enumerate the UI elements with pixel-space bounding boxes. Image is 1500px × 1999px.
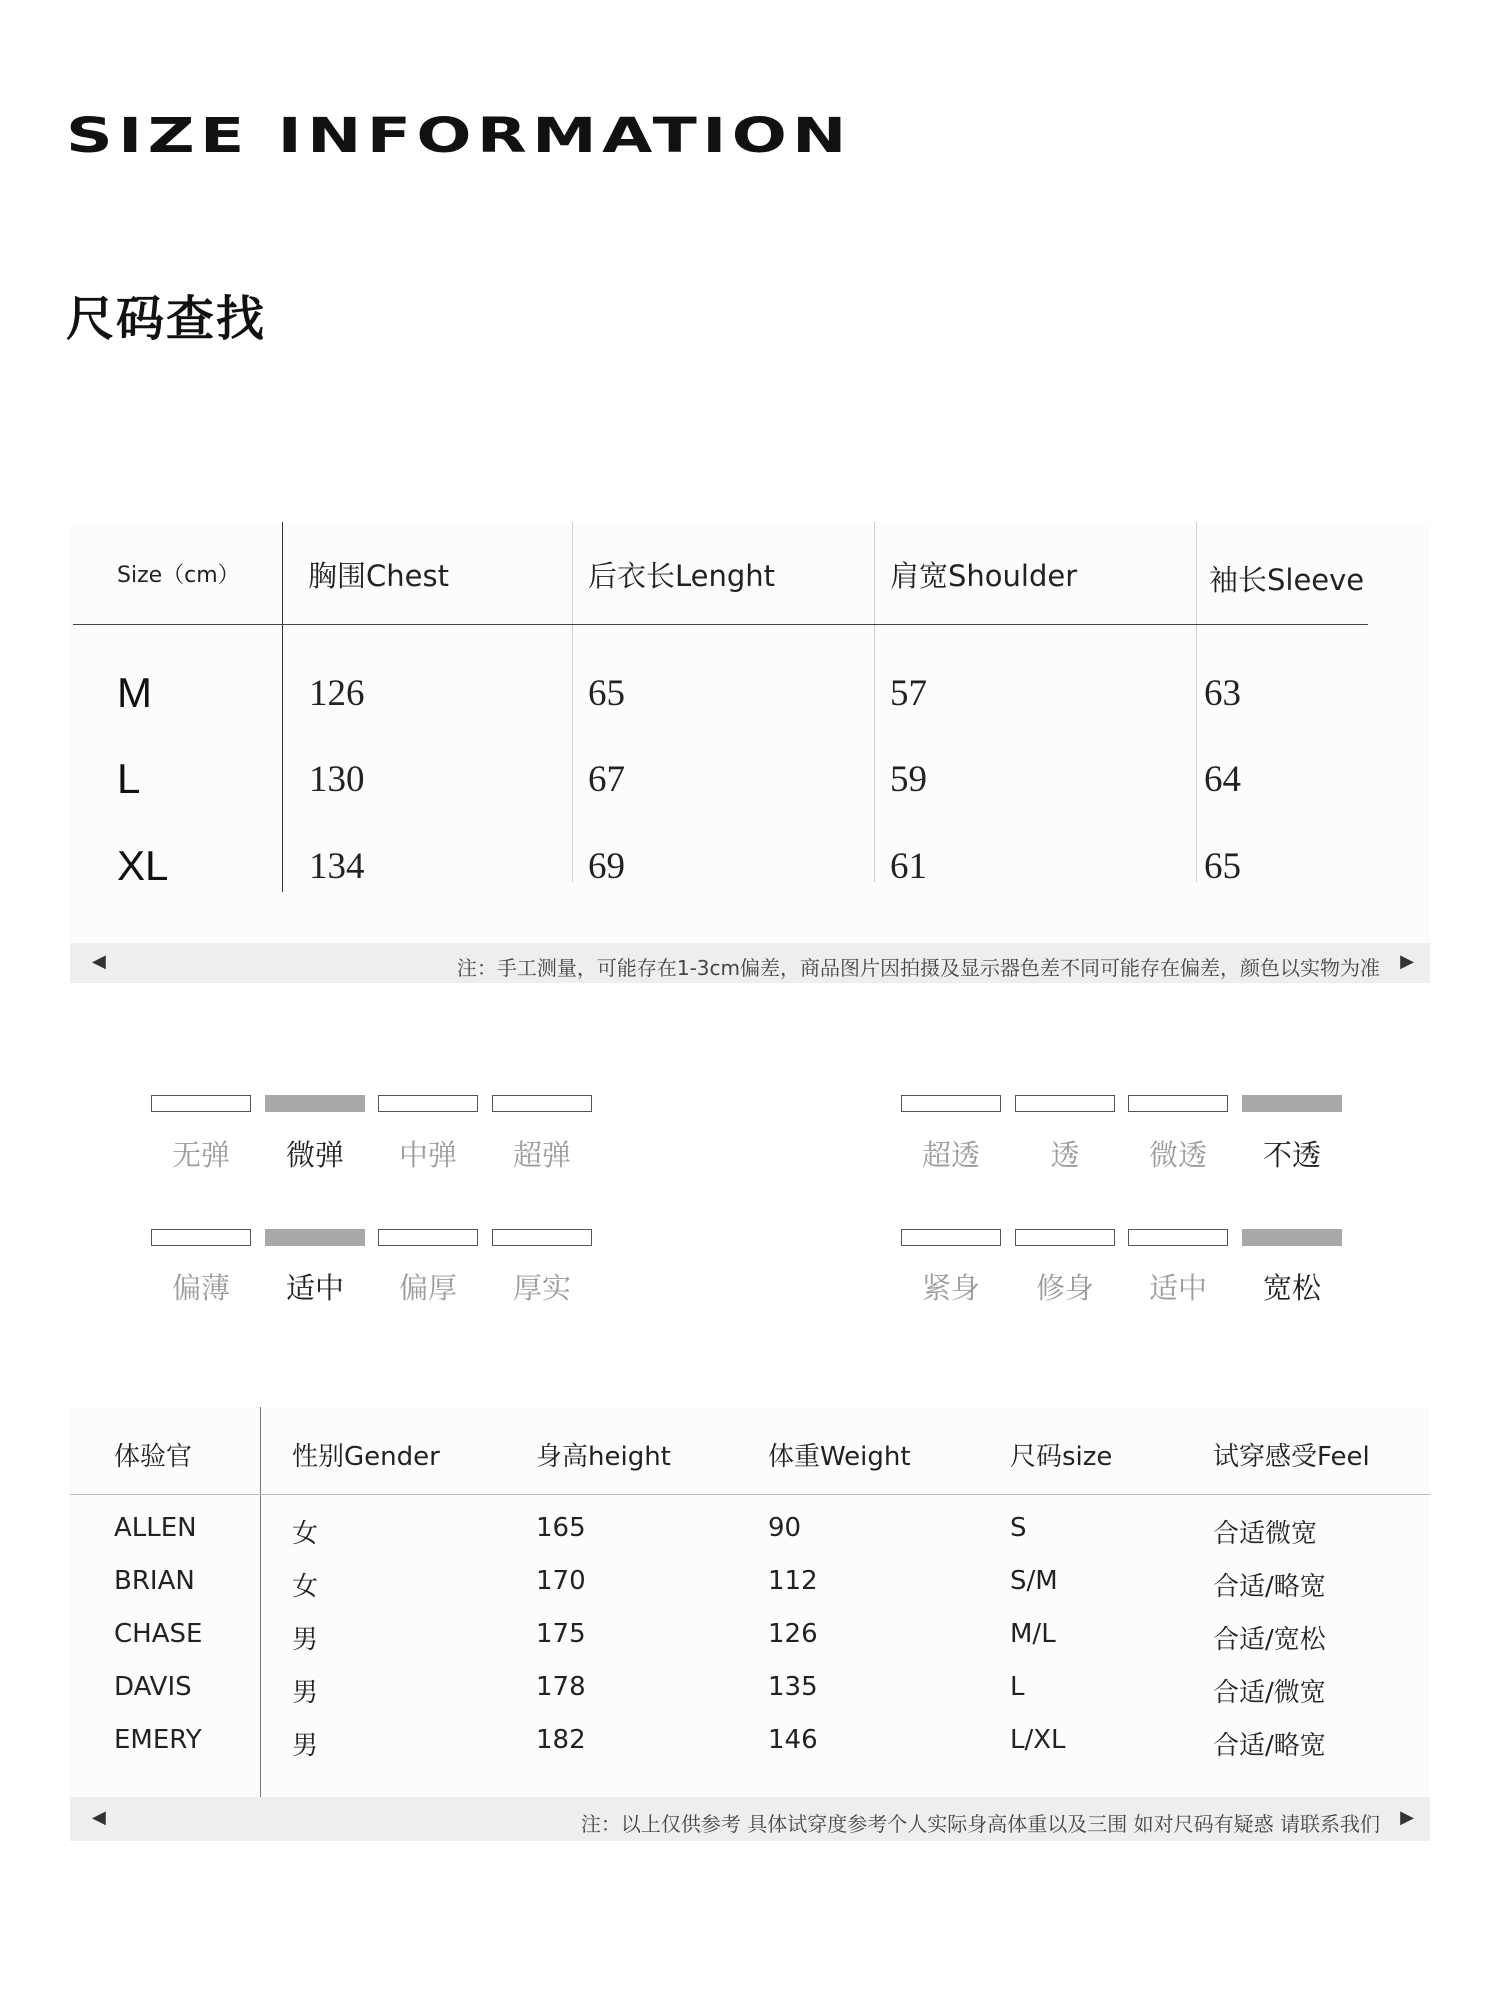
scale-option: 中弹 (398, 1138, 457, 1172)
tester-note-text: 注：以上仅供参考 具体试穿度参考个人实际身高体重以及三围 如对尺码有疑惑 请联系我们 (580, 1812, 1380, 1836)
scale-bar (378, 1229, 478, 1246)
table-divider (1196, 522, 1197, 882)
scale-option: 紧身 (921, 1271, 980, 1305)
table-divider (874, 522, 875, 882)
tester-size: S/M (1010, 1566, 1058, 1596)
tester-size: S (1010, 1513, 1027, 1543)
scale-bar (151, 1229, 251, 1246)
scale-option: 无弹 (171, 1138, 230, 1172)
scale-bar (492, 1229, 592, 1246)
tester-height: 170 (536, 1566, 586, 1596)
table-divider (282, 522, 283, 892)
scale-bar (901, 1095, 1001, 1112)
header-size: Size（cm） (117, 563, 240, 588)
header-weight: 体重Weight (768, 1442, 911, 1472)
scale-bar (1015, 1095, 1115, 1112)
header-sleeve: 袖长Sleeve (1209, 563, 1365, 597)
tester-gender: 男 (292, 1678, 319, 1708)
tester-feel: 合适/微宽 (1213, 1678, 1326, 1708)
shoulder-cell: 61 (890, 846, 927, 887)
scale-bar-selected (265, 1229, 365, 1246)
tester-name: EMERY (114, 1725, 202, 1755)
scale-bar-selected (265, 1095, 365, 1112)
tester-weight: 126 (768, 1619, 818, 1649)
scale-option: 偏厚 (398, 1271, 457, 1305)
tester-name: CHASE (114, 1619, 203, 1649)
scale-bar (1128, 1229, 1228, 1246)
header-divider (70, 1494, 1430, 1495)
scale-option: 透 (1050, 1138, 1080, 1172)
scale-bar (492, 1095, 592, 1112)
arrow-left-icon[interactable]: ◀ (92, 1807, 106, 1827)
size-note-text: 注：手工测量，可能存在1-3cm偏差，商品图片因拍摄及显示器色差不同可能存在偏差，颜色以实物为准 (456, 956, 1380, 980)
header-tester: 体验官 (114, 1442, 193, 1472)
tester-size: L/XL (1010, 1725, 1066, 1755)
scale-option: 厚实 (512, 1271, 571, 1305)
chest-cell: 130 (309, 759, 365, 800)
tester-name: ALLEN (114, 1513, 197, 1543)
scale-option: 修身 (1035, 1271, 1094, 1305)
tester-size: M/L (1010, 1619, 1056, 1649)
scale-option: 微透 (1148, 1138, 1207, 1172)
tester-feel: 合适微宽 (1213, 1519, 1318, 1549)
tester-feel: 合适/略宽 (1213, 1731, 1326, 1761)
tester-name: BRIAN (114, 1566, 195, 1596)
header-divider (73, 624, 1368, 625)
tester-height: 175 (536, 1619, 586, 1649)
scale-bar-selected (1242, 1229, 1342, 1246)
tester-gender: 男 (292, 1731, 319, 1761)
tester-weight: 135 (768, 1672, 818, 1702)
tester-height: 178 (536, 1672, 586, 1702)
table-divider (260, 1407, 261, 1797)
size-cell: L (117, 755, 141, 802)
length-cell: 69 (588, 846, 625, 887)
tester-height: 165 (536, 1513, 586, 1543)
tester-weight: 112 (768, 1566, 818, 1596)
tester-name: DAVIS (114, 1672, 192, 1702)
scale-bar (151, 1095, 251, 1112)
header-length: 后衣长Lenght (588, 559, 776, 593)
shoulder-cell: 57 (890, 673, 927, 714)
size-cell: XL (117, 842, 169, 889)
shoulder-cell: 59 (890, 759, 927, 800)
scale-option: 超弹 (512, 1138, 571, 1172)
arrow-left-icon[interactable]: ◀ (92, 951, 106, 971)
header-size: 尺码size (1010, 1442, 1113, 1472)
tester-gender: 男 (292, 1625, 319, 1655)
chest-cell: 134 (309, 846, 365, 887)
scale-bar (1015, 1229, 1115, 1246)
scale-option: 适中 (1148, 1271, 1207, 1305)
scale-option-selected: 不透 (1262, 1138, 1321, 1172)
scale-bar (901, 1229, 1001, 1246)
size-cell: M (117, 669, 152, 716)
sleeve-cell: 63 (1204, 673, 1241, 714)
tester-height: 182 (536, 1725, 586, 1755)
tester-feel: 合适/宽松 (1213, 1625, 1326, 1655)
size-table (70, 522, 1430, 946)
scale-option-selected: 微弹 (285, 1138, 344, 1172)
scale-option-selected: 宽松 (1262, 1271, 1321, 1305)
scale-bar-selected (1242, 1095, 1342, 1112)
sleeve-cell: 65 (1204, 846, 1241, 887)
scale-option-selected: 适中 (285, 1271, 344, 1305)
tester-gender: 女 (292, 1519, 319, 1549)
header-chest: 胸围Chest (308, 559, 449, 593)
table-divider (572, 522, 573, 882)
scale-bar (378, 1095, 478, 1112)
scale-option: 超透 (921, 1138, 980, 1172)
tester-weight: 146 (768, 1725, 818, 1755)
size-note-bar (70, 943, 1430, 983)
sleeve-cell: 64 (1204, 759, 1241, 800)
scale-option: 偏薄 (171, 1271, 230, 1305)
arrow-right-icon[interactable]: ▶ (1400, 951, 1414, 971)
length-cell: 65 (588, 673, 625, 714)
page-title-cn: 尺码查找 (66, 291, 267, 347)
tester-gender: 女 (292, 1572, 319, 1602)
tester-size: L (1010, 1672, 1025, 1702)
header-shoulder: 肩宽Shoulder (890, 559, 1078, 593)
header-feel: 试穿感受Feel (1213, 1442, 1370, 1472)
page-title-en: SIZE INFORMATION (66, 108, 852, 164)
tester-weight: 90 (768, 1513, 802, 1543)
length-cell: 67 (588, 759, 625, 800)
tester-table (70, 1407, 1430, 1797)
tester-feel: 合适/略宽 (1213, 1572, 1326, 1602)
chest-cell: 126 (309, 673, 365, 714)
arrow-right-icon[interactable]: ▶ (1400, 1807, 1414, 1827)
header-height: 身高height (536, 1442, 671, 1472)
scale-bar (1128, 1095, 1228, 1112)
header-gender: 性别Gender (292, 1442, 440, 1472)
tester-note-bar (70, 1797, 1430, 1841)
